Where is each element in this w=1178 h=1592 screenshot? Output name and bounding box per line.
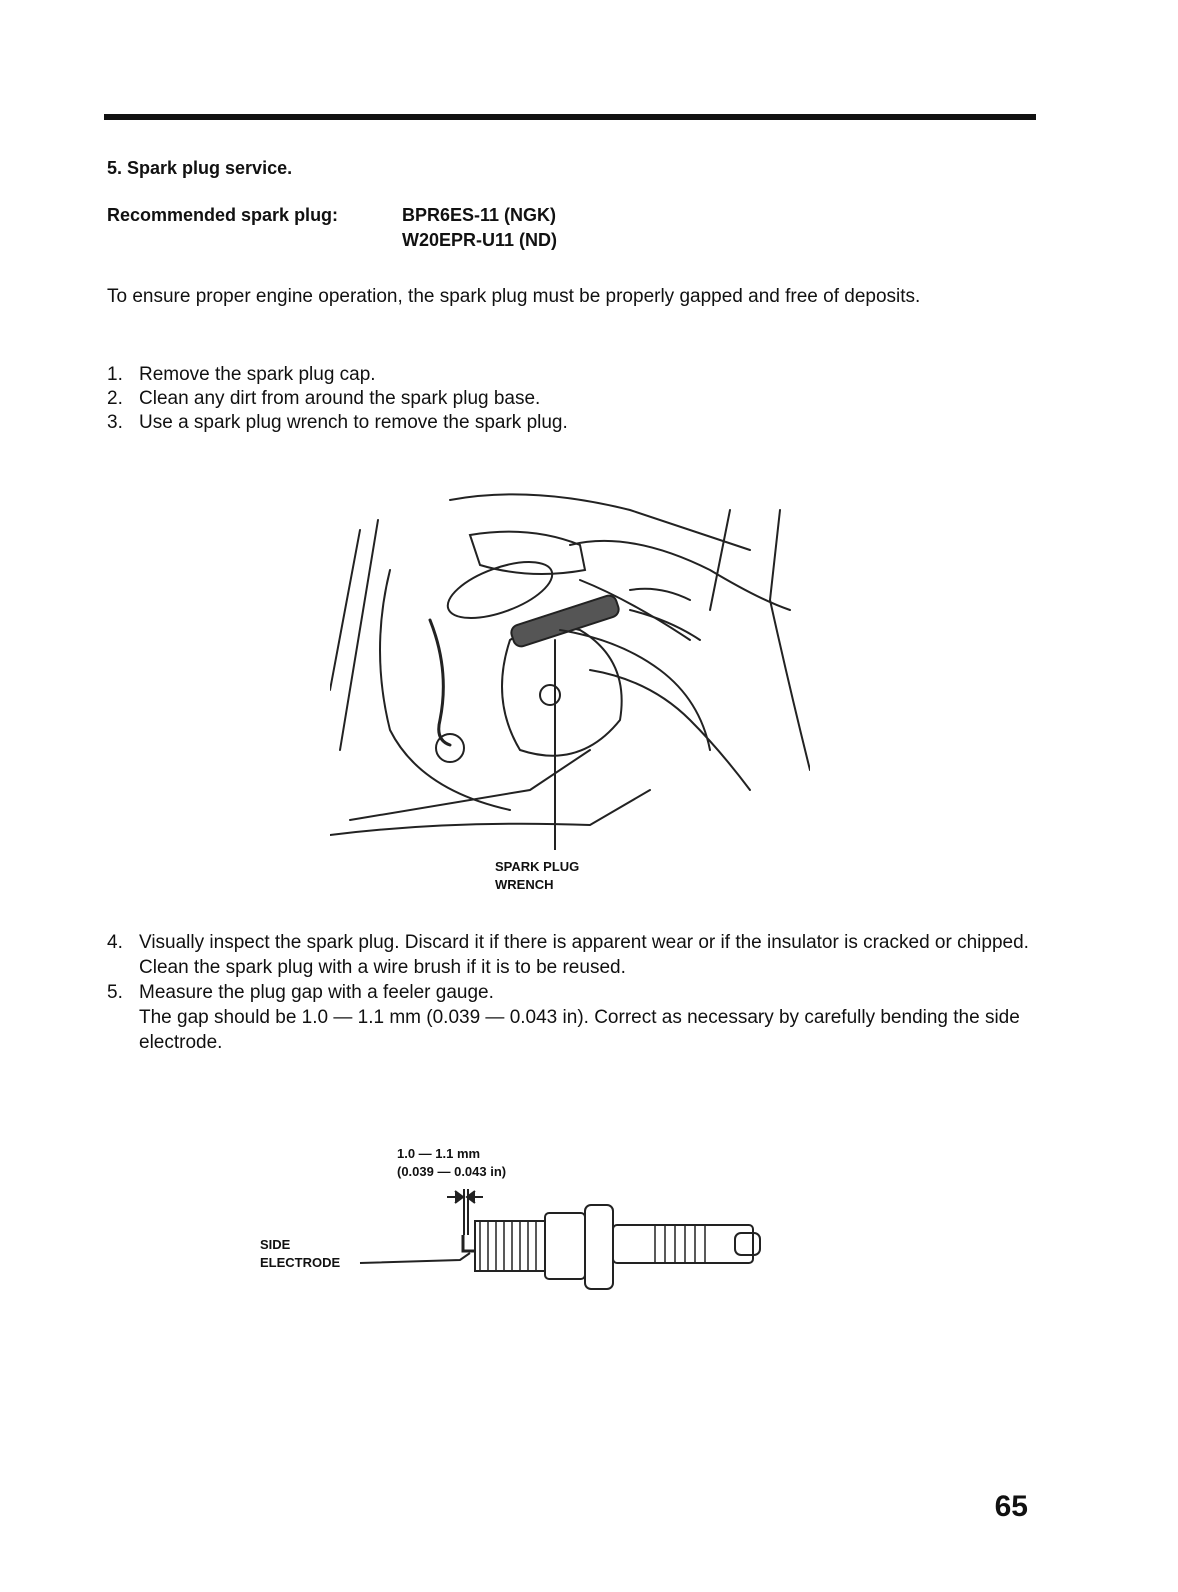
step-text (139, 980, 1037, 1055)
header-rule (104, 114, 1036, 120)
steps-list-b (107, 930, 1037, 1055)
recommended-plug-ngk: BPR6ES-11 (NGK) (402, 205, 557, 225)
step-number: 2. (107, 388, 123, 409)
step-text: Use a spark plug wrench to remove the spark plug. (139, 412, 568, 433)
page-number: 65 (994, 1490, 1028, 1523)
step-number: 5. (107, 982, 123, 1003)
spark-plug-gap-diagram (355, 1185, 775, 1305)
recommended-plug-nd: W20EPR-U11 (ND) (402, 230, 558, 250)
steps-list-a (107, 363, 1037, 435)
wrench-callout-line2: WRENCH (495, 877, 554, 892)
step-text: Remove the spark plug cap. (139, 364, 376, 385)
electrode-leader-line (360, 1253, 470, 1263)
step-text-line1: Measure the plug gap with a feeler gauge. (139, 982, 494, 1003)
list-item (107, 930, 1037, 980)
step-text: Clean any dirt from around the spark plug base. (139, 388, 541, 409)
step-number: 4. (107, 932, 123, 953)
side-electrode-label-1: SIDE (260, 1237, 291, 1252)
recommended-label: Recommended spark plug: (107, 205, 339, 225)
spark-plug-wrench-illustration (330, 490, 810, 850)
gap-arrows (447, 1189, 483, 1235)
step-number: 1. (107, 364, 123, 385)
side-electrode (463, 1235, 475, 1251)
side-electrode-label-2: ELECTRODE (260, 1255, 341, 1270)
gap-mm-label: 1.0 — 1.1 mm (397, 1146, 481, 1161)
list-item (107, 363, 1037, 387)
step-text: Visually inspect the spark plug. Discard it if there is apparent wear or if the insulator is cracked or chipped. Clean the spark plug with a wire brush if it is to be reused. (139, 932, 1029, 978)
list-item (107, 980, 1037, 1055)
step-number: 3. (107, 412, 123, 433)
section-title: 5. Spark plug service. (107, 158, 293, 178)
spark-plug-body (475, 1205, 760, 1289)
list-item (107, 411, 1037, 435)
step-text-line2: The gap should be 1.0 — 1.1 mm (0.039 — 0.043 in). Correct as necessary by carefully bending the side electrode. (139, 1007, 1020, 1053)
intro-paragraph: To ensure proper engine operation, the spark plug must be properly gapped and free of deposits. (107, 286, 921, 307)
gap-in-label: (0.039 — 0.043 in) (397, 1164, 507, 1179)
wrench-callout-line1: SPARK PLUG (495, 859, 580, 874)
list-item (107, 387, 1037, 411)
